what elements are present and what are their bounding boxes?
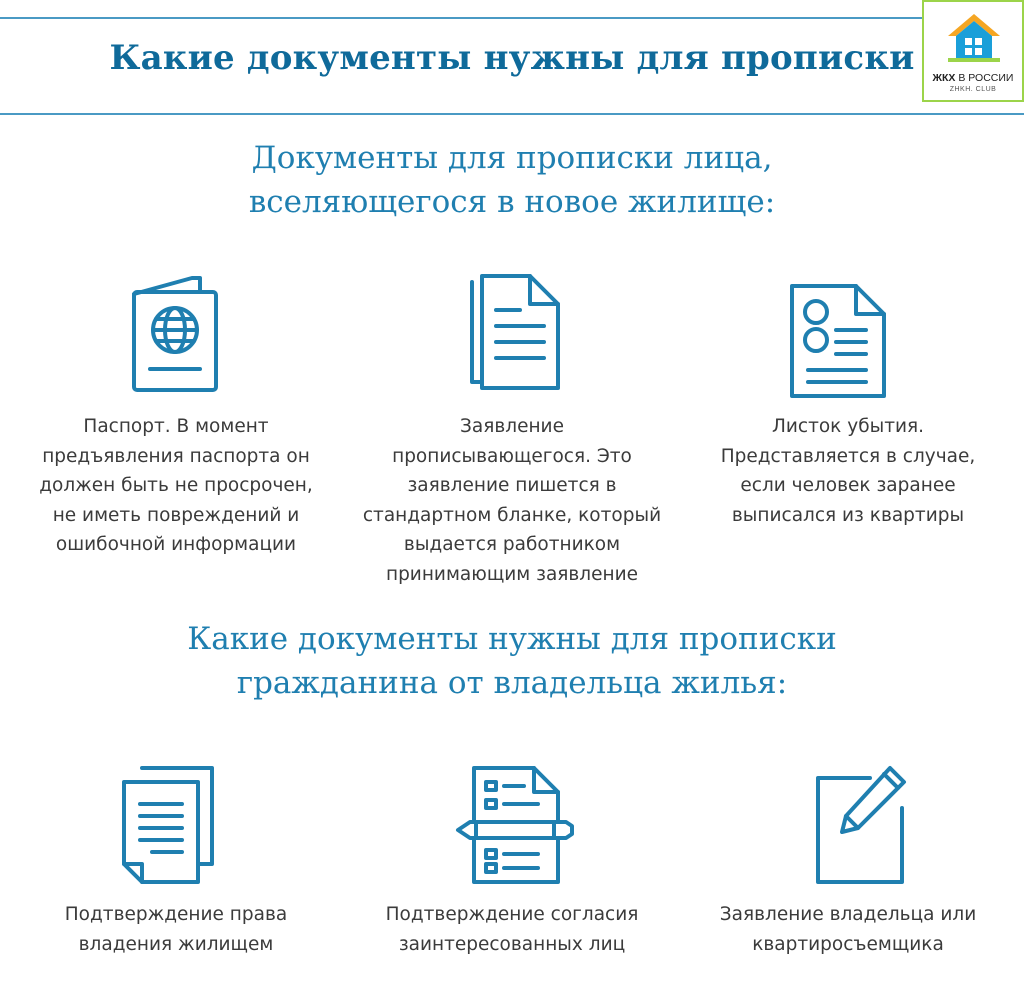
site-logo[interactable] [922,0,1024,102]
header-divider [0,113,1024,115]
passport-icon [130,274,222,394]
logo-subtitle: ZHKH. CLUB [949,86,997,93]
document-icon [468,272,564,394]
ownership-proof-caption: Подтверждение права владения жилищем [64,904,288,955]
edit-note-icon [812,764,908,888]
section1-title: Документы для прописки лица, вселяющегося в новое жилище: [248,140,776,220]
documents-stack-icon [120,764,218,886]
section2-title: Какие документы нужны для прописки гражданина от владельца жилья: [187,621,837,701]
house-logo-icon [946,10,1002,66]
signed-form-icon [454,764,578,886]
application-caption: Заявление прописывающегося. Это заявление пишется в стандартном бланке, который выдается работником принимающим заявление [362,416,662,585]
departure-sheet-caption: Листок убытия. Представляется в случае, если человек заранее выписался из квартиры [720,416,976,526]
owner-application-caption: Заявление владельца или квартиросъемщика [719,904,977,955]
passport-caption: Паспорт. В момент предъявления паспорта он должен быть не просрочен, не иметь повреждений и ошибочной информации [39,416,313,555]
consent-proof-caption: Подтверждение согласия заинтересованных лиц [385,904,639,955]
top-divider [0,17,1024,19]
logo-name: ЖКХ В РОССИИ [932,72,1014,84]
page-title: Какие документы нужны для прописки [109,38,915,78]
form-icon [788,282,888,400]
